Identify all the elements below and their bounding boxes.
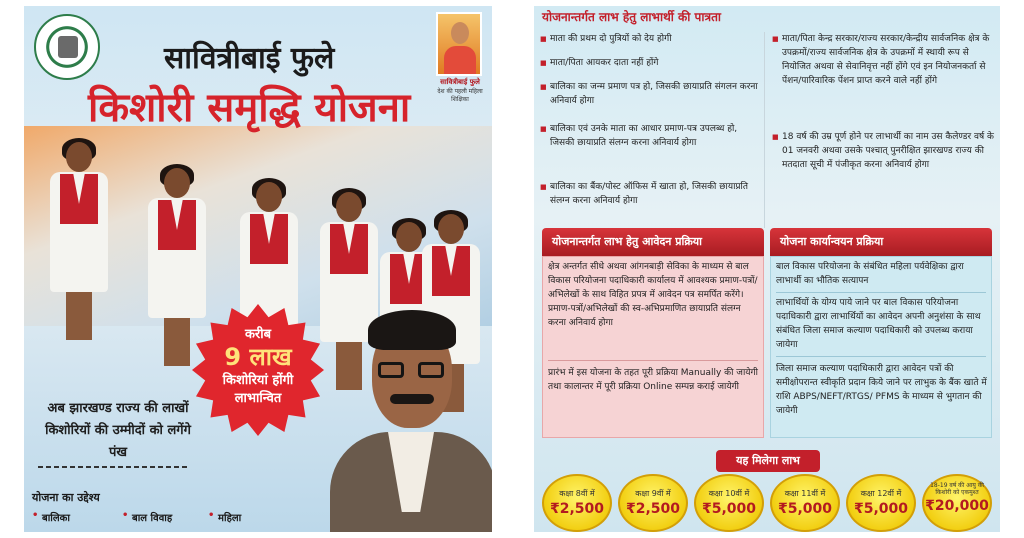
benefit-amount: ₹5,000 — [777, 501, 833, 517]
implementation-heading: योजना कार्यान्वयन प्रक्रिया — [770, 228, 992, 256]
objective-item: • बाल विवाह — [122, 510, 172, 524]
eligibility-item: ■ बालिका का जन्म प्रमाण पत्र हो, जिसकी छायाप्रति संगलन करना अनिवार्य होगा — [540, 80, 758, 108]
implementation-text: बाल विकास परियोजना के संबंधित महिला पर्यवेक्षिका द्वारा लाभार्थी का भौतिक सत्यापन — [776, 262, 964, 286]
benefit-class: कक्षा 9वीं में — [635, 489, 671, 498]
savitribai-portrait — [436, 12, 482, 76]
application-process-text: प्रारंभ में इस योजना के तहत पूरी प्रक्रिया Manually की जायेगी तथा कालान्तर में पूरी प्रक्रिया Online सम्पन्न कराई जायेगी — [548, 368, 758, 392]
panel-divider — [776, 292, 986, 293]
tagline-divider — [38, 466, 188, 468]
benefit-amount: ₹2,500 — [549, 501, 605, 517]
objective-title: योजना का उद्देश्य — [32, 491, 100, 504]
benefit-coin — [922, 474, 992, 532]
jharkhand-emblem-icon — [34, 14, 100, 80]
application-process-heading: योजनान्तर्गत लाभ हेतु आवेदन प्रक्रिया — [542, 228, 764, 256]
burst-line3: किशोरियां होंगी — [222, 373, 294, 388]
benefit-heading: यह मिलेगा लाभ — [716, 450, 820, 472]
burst-line1: करीब — [244, 327, 272, 342]
poster-title-line2: किशोरी समृद्धि योजना — [88, 85, 411, 131]
column-divider — [764, 32, 765, 228]
benefit-coin — [770, 474, 840, 532]
portrait-caption-name: सावित्रीबाई फुले — [440, 78, 480, 86]
benefit-amount: ₹20,000 — [925, 498, 989, 514]
implementation-text: लाभार्थियों के योग्य पाये जाने पर बाल विकास परियोजना पदाधिकारी द्वारा लाभार्थियों का आवेदन अपनी अनुशंसा के साथ संबंधित जिला समाज कल्याण पदाधिकारी को उपलब्ध कराया जायेगा — [776, 298, 981, 350]
burst-line4: लाभान्वित — [234, 391, 282, 406]
benefit-class: कक्षा 11वीं में — [784, 489, 826, 498]
application-process-text: क्षेत्र अन्तर्गत सीधे अथवा आंगनबाड़ी सेविका के माध्यम से बाल विकास परियोजना पदाधिकारी कार्यालय में आवश्यक प्रमाण-पत्रों/अभिलेखों के साथ विहित प्रपत्र में आवेदन पत्र समर्पित करेंगे। प्रमाण-पत्रों/अभिलेखों की स्व-अभिप्रमाणित छायाप्रति संलग्न करना अनिवार्य होगा — [548, 262, 758, 328]
panel-divider — [548, 360, 758, 361]
chief-minister-photo — [320, 302, 492, 532]
girl-figure — [44, 142, 114, 342]
burst-line2: 9 लाख — [224, 343, 292, 371]
benefit-amount: ₹5,000 — [853, 501, 909, 517]
right-poster — [534, 6, 1000, 532]
benefit-amount: ₹5,000 — [701, 501, 757, 517]
poster-title-line1: सावित्रीबाई फुले — [164, 41, 335, 76]
benefit-class: कक्षा 12वीं में — [860, 489, 902, 498]
benefit-class: 18-19 वर्ष की आयु की किशोरी को एकमुश्त — [930, 482, 984, 496]
benefit-coin — [618, 474, 688, 532]
benefit-coin — [542, 474, 612, 532]
eligibility-heading: योजनान्तर्गत लाभ हेतु लाभार्थी की पात्रता — [542, 10, 722, 24]
benefit-class: कक्षा 10वीं में — [708, 489, 750, 498]
eligibility-item: ■ 18 वर्ष की उम्र पूर्ण होने पर लाभार्थी का नाम उस कैलेण्डर वर्ष के 01 जनवरी अथवा उसके पश्चात् पुनरीक्षित झारखण्ड राज्य की मतदाता सूची में पंजीकृत करना अनिवार्य होगा — [772, 130, 994, 172]
benefit-coin — [846, 474, 916, 532]
benefit-class: कक्षा 8वीं में — [559, 489, 595, 498]
eligibility-item: ■ माता/पिता आयकर दाता नहीं होंगे — [540, 56, 758, 70]
eligibility-item: ■ बालिका एवं उनके माता का आधार प्रमाण-पत्र उपलब्ध हो, जिसकी छायाप्रति संलग्न करना अनिवार्य होगा — [540, 122, 758, 150]
objective-item: • महिला — [208, 510, 241, 524]
eligibility-item: ■ माता की प्रथम दो पुत्रियों को देय होगी — [540, 32, 758, 46]
benefit-amount: ₹2,500 — [625, 501, 681, 517]
panel-divider — [776, 356, 986, 357]
eligibility-item: ■ बालिका का बैंक/पोस्ट ऑफिस में खाता हो, जिसकी छायाप्रति संलग्न करना अनिवार्य होगा — [540, 180, 758, 208]
objective-item: • बालिका — [32, 510, 70, 524]
left-poster — [24, 6, 492, 532]
eligibility-item: ■ माता/पिता केन्द्र सरकार/राज्य सरकार/केन्द्रीय सार्वजनिक क्षेत्र के उपक्रमों/राज्य सार्वजनिक क्षेत्र के उपक्रमों में स्थायी रूप से नियोजित अथवा से सेवानिवृत्त नहीं होंगे एवं इन नियोजनकर्ता से पेंशन/पारिवारिक पेंशन प्राप्त करने वाले नहीं होंगे — [772, 32, 994, 88]
portrait-caption-sub: देश की पहली महिला शिक्षिका — [437, 88, 483, 103]
benefit-coin — [694, 474, 764, 532]
implementation-text: जिला समाज कल्याण पदाधिकारी द्वारा आवेदन पत्रों की समीक्षोपरान्त स्वीकृति प्रदान किये जाने पर लाभुक के बैंक खाते में राशि ABPS/NEFT/RTGS/ PFMS के माध्यम से भुगतान की जायेगी — [776, 364, 987, 416]
poster-tagline: अब झारखण्ड राज्य की लाखों किशोरियों की उम्मीदों को लगेंगे पंख — [45, 401, 191, 460]
